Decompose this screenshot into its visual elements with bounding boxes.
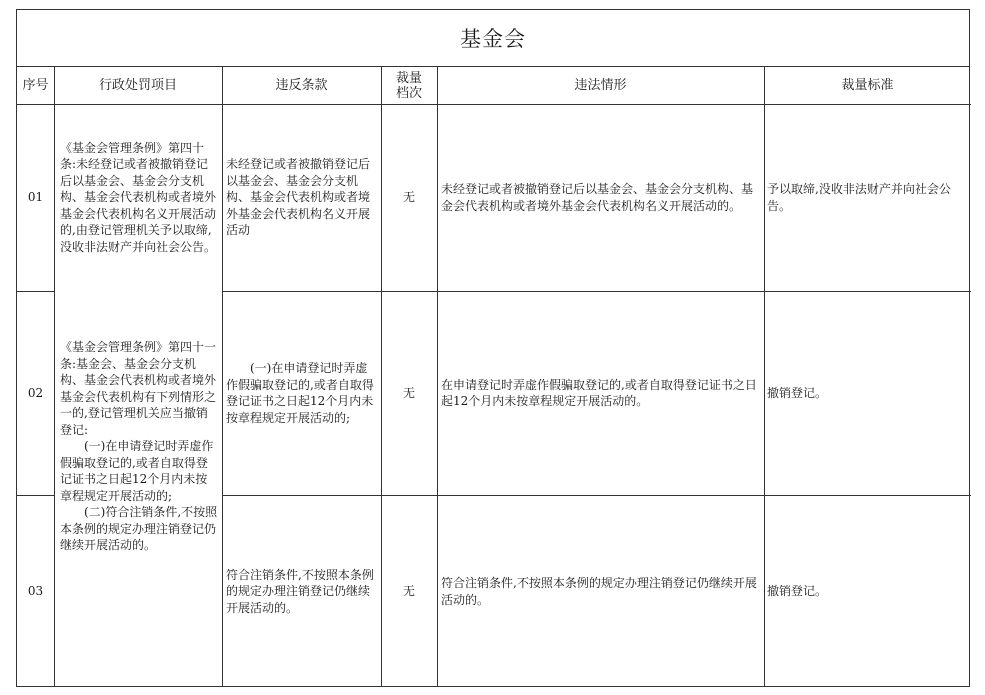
row-02-item-intro: 《基金会管理条例》第四十一条:基金会、基金会分支机构、基金会代表机构或者境外基金会代表机构有下列情形之一的,登记管理机关应当撤销登记: bbox=[60, 340, 217, 437]
header-situation: 违法情形 bbox=[574, 78, 627, 93]
row-02-level: 无 bbox=[402, 385, 415, 400]
row-01-clause: 未经登记或者被撤销登记后以基金会、基金会分支机构、基金会代表机构或者境外基金会代表机构名义开展活动 bbox=[226, 157, 371, 238]
row-01-seq: 01 bbox=[27, 190, 44, 205]
row-01-standard: 予以取缔,没收非法财产并向社会公告。 bbox=[767, 182, 951, 213]
row-02-item bbox=[54, 291, 222, 688]
row-03-standard: 撤销登记。 bbox=[767, 584, 828, 599]
row-02-standard: 撤销登记。 bbox=[767, 385, 828, 400]
row-02-clause: (一)在申请登记时弄虚作假骗取登记的,或者自取得登记证书之日起12个月内未按章程规定开展活动的; bbox=[226, 361, 374, 425]
row-03-level: 无 bbox=[402, 584, 415, 599]
penalty-table bbox=[16, 9, 970, 687]
row-02-seq: 02 bbox=[27, 385, 44, 400]
header-level: 裁量 档次 bbox=[395, 70, 422, 101]
row-01-level: 无 bbox=[402, 190, 415, 205]
page-title: 基金会 bbox=[17, 10, 969, 67]
row-03-situation: 符合注销条件,不按照本条例的规定办理注销登记仍继续开展活动的。 bbox=[441, 576, 757, 607]
row-02-item-clause-1: (一)在申请登记时弄虚作假骗取登记的,或者自取得登记证书之日起12个月内未按章程规定开展活动的; bbox=[60, 439, 214, 503]
header-standard: 裁量标准 bbox=[841, 78, 894, 93]
row-02-situation: 在申请登记时弄虚作假骗取登记的,或者自取得登记证书之日起12个月内未按章程规定开展活动的。 bbox=[441, 377, 757, 408]
header-clause: 违反条款 bbox=[275, 78, 328, 93]
header-item: 行政处罚项目 bbox=[98, 78, 177, 93]
row-01-situation: 未经登记或者被撤销登记后以基金会、基金会分支机构、基金会代表机构或者境外基金会代表机构名义开展活动的。 bbox=[441, 182, 754, 213]
header-seq: 序号 bbox=[22, 78, 49, 93]
row-02-item-clause-2: (二)符合注销条件,不按照本条例的规定办理注销登记仍继续开展活动的。 bbox=[60, 505, 218, 552]
row-01-item: 《基金会管理条例》第四十条:未经登记或者被撤销登记后以基金会、基金会分支机构、基金会代表机构或者境外基金会代表机构名义开展活动的,由登记管理机关予以取缔,没收非法财产并向社会公告。 bbox=[60, 140, 217, 254]
row-03-clause: 符合注销条件,不按照本条例的规定办理注销登记仍继续开展活动的。 bbox=[226, 567, 374, 615]
row-03-seq: 03 bbox=[27, 584, 44, 599]
